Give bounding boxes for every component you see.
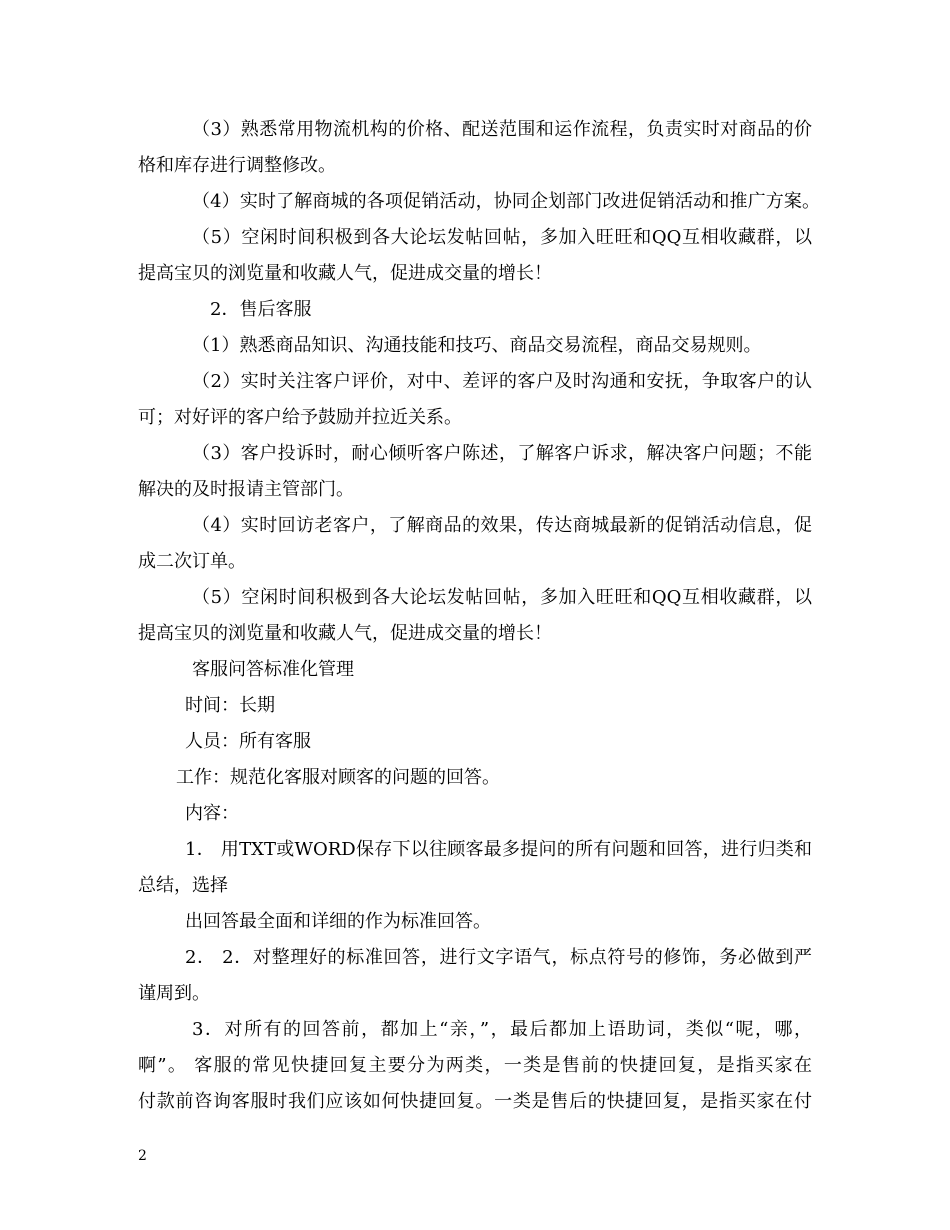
text-line: 时间：长期 <box>185 695 275 716</box>
text-line: 啊”。 客服的常见快捷回复主要分为两类，一类是售前的快捷回复，是指买家在 <box>138 1055 812 1076</box>
text-line: 1． 用TXT或WORD保存下以往顾客最多提问的所有问题和回答，进行归类和 <box>185 839 812 860</box>
page-number: 2 <box>138 1148 147 1164</box>
text-line: 付款前咨询客服时我们应该如何快捷回复。一类是售后的快捷回复，是指买家在付 <box>138 1091 812 1112</box>
text-line: 提高宝贝的浏览量和收藏人气，促进成交量的增长！ <box>138 623 552 644</box>
section-heading: 2．售后客服 <box>210 299 312 320</box>
section-heading: 客服问答标准化管理 <box>192 659 354 680</box>
text-line: （3）客户投诉时，耐心倾听客户陈述，了解客户诉求，解决客户问题；不能 <box>192 443 812 464</box>
text-line: 工作：规范化客服对顾客的问题的回答。 <box>176 767 500 788</box>
text-line: （4）实时了解商城的各项促销活动，协同企划部门改进促销活动和推广方案。 <box>192 191 820 212</box>
text-line: 总结，选择 <box>138 875 228 896</box>
text-line: 提高宝贝的浏览量和收藏人气，促进成交量的增长！ <box>138 263 552 284</box>
text-line: （5）空闲时间积极到各大论坛发帖回帖，多加入旺旺和QQ互相收藏群，以 <box>192 587 812 608</box>
text-line: 出回答最全面和详细的作为标准回答。 <box>185 911 491 932</box>
text-line: （4）实时回访老客户，了解商品的效果，传达商城最新的促销活动信息，促 <box>192 515 812 536</box>
text-line: （5）空闲时间积极到各大论坛发帖回帖，多加入旺旺和QQ互相收藏群，以 <box>192 227 812 248</box>
text-line: 内容： <box>185 803 239 824</box>
text-line: （3）熟悉常用物流机构的价格、配送范围和运作流程，负责实时对商品的价 <box>192 119 812 140</box>
text-line: 格和库存进行调整修改。 <box>138 155 336 176</box>
text-line: 2． 2．对整理好的标准回答，进行文字语气，标点符号的修饰，务必做到严 <box>185 947 812 968</box>
text-line: 成二次订单。 <box>138 551 246 572</box>
text-line: （2）实时关注客户评价，对中、差评的客户及时沟通和安抚，争取客户的认 <box>192 371 812 392</box>
text-line: 3．对所有的回答前，都加上“亲，”，最后都加上语助词，类似“呢，哪， <box>192 1019 812 1040</box>
text-line: （1）熟悉商品知识、沟通技能和技巧、商品交易流程，商品交易规则。 <box>192 335 762 356</box>
text-line: 人员：所有客服 <box>185 731 311 752</box>
text-line: 谨周到。 <box>138 983 210 1004</box>
text-line: 解决的及时报请主管部门。 <box>138 479 354 500</box>
text-line: 可；对好评的客户给予鼓励并拉近关系。 <box>138 407 462 428</box>
